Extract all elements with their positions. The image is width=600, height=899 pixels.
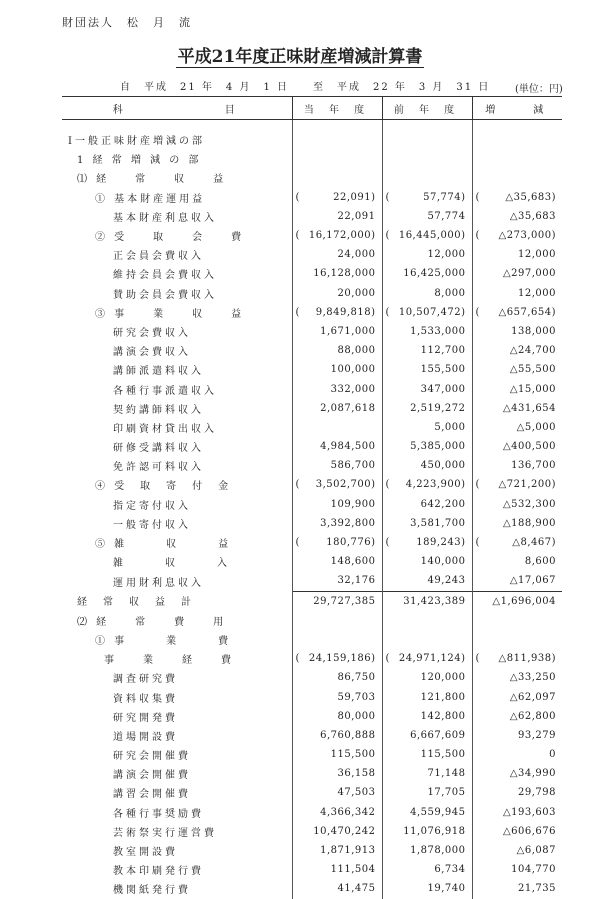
table-row xyxy=(62,226,562,245)
value-change: 136,700 xyxy=(472,456,562,475)
row-label: 1 経 常 増 減 の 部 xyxy=(77,155,202,167)
value-previous: 31,423,389 xyxy=(382,591,472,611)
value-previous xyxy=(382,303,472,322)
table-row xyxy=(62,514,562,533)
row-label: 印刷資材貸出収入 xyxy=(113,423,217,435)
row-label: ③ 事 業 収 益 xyxy=(95,308,245,320)
row-label: 講習会開催費 xyxy=(113,789,191,801)
value-previous xyxy=(382,630,472,649)
table-row xyxy=(62,822,562,841)
value-previous: 57,774 xyxy=(382,207,472,226)
row-label: 研究会費収入 xyxy=(113,327,191,339)
row-label: 機関紙発行費 xyxy=(113,885,191,897)
value-current: 41,475 xyxy=(292,879,382,898)
table-row xyxy=(62,188,562,207)
value-change: 29,798 xyxy=(472,783,562,802)
organization-name: 財団法人 松 月 流 xyxy=(62,16,192,29)
value-change: 12,000 xyxy=(472,284,562,303)
value-previous: 3,581,700 xyxy=(382,514,472,533)
value-current: 29,727,385 xyxy=(292,591,382,611)
table-row xyxy=(62,341,562,360)
value-previous: 115,500 xyxy=(382,745,472,764)
table-row xyxy=(62,591,562,611)
row-label: 芸術祭実行運営費 xyxy=(113,827,217,839)
value-current: 20,000 xyxy=(292,284,382,303)
value-current xyxy=(292,649,382,668)
open-paren: ( xyxy=(475,537,480,549)
value-current: 1,671,000 xyxy=(292,322,382,341)
value-change: △62,097 xyxy=(472,687,562,706)
value-previous xyxy=(382,533,472,552)
value-change: △532,300 xyxy=(472,495,562,514)
value-current xyxy=(292,630,382,649)
table-row xyxy=(62,322,562,341)
value-previous: 112,700 xyxy=(382,341,472,360)
row-label: ② 受 取 会 費 xyxy=(95,232,245,244)
value-previous xyxy=(382,168,472,187)
value-previous: 11,076,918 xyxy=(382,822,472,841)
value-previous: 49,243 xyxy=(382,571,472,591)
open-paren: ( xyxy=(385,537,390,549)
value-change xyxy=(472,188,562,207)
value-current: 3,392,800 xyxy=(292,514,382,533)
value-previous xyxy=(382,149,472,168)
amount-text: △8,467) xyxy=(512,537,556,549)
row-label: 維持会員会費収入 xyxy=(113,270,217,282)
value-previous xyxy=(382,130,472,149)
open-paren: ( xyxy=(385,479,390,491)
value-change xyxy=(472,533,562,552)
value-previous: 642,200 xyxy=(382,495,472,514)
open-paren: ( xyxy=(295,230,300,242)
value-previous xyxy=(382,475,472,494)
table-row xyxy=(62,726,562,745)
table-row xyxy=(62,495,562,514)
col-header-previous: 前 年 度 xyxy=(382,97,472,120)
value-current xyxy=(292,226,382,245)
amount-text: 57,774) xyxy=(423,191,466,203)
row-label: 経 常 収 益 計 xyxy=(77,597,194,609)
open-paren: ( xyxy=(475,653,480,665)
open-paren: ( xyxy=(385,306,390,318)
value-change xyxy=(472,149,562,168)
value-previous: 12,000 xyxy=(382,245,472,264)
table-row xyxy=(62,533,562,552)
value-change: △431,654 xyxy=(472,399,562,418)
value-current xyxy=(292,149,382,168)
value-previous xyxy=(382,611,472,630)
amount-text: 189,243) xyxy=(416,537,466,549)
row-label: 賛助会員会費収入 xyxy=(113,289,217,301)
value-change: △33,250 xyxy=(472,668,562,687)
row-label: 教室開設費 xyxy=(113,847,178,859)
table-row xyxy=(62,418,562,437)
table-row xyxy=(62,841,562,860)
value-previous xyxy=(382,226,472,245)
value-change: △1,696,004 xyxy=(472,591,562,611)
value-current: 109,900 xyxy=(292,495,382,514)
row-label: 指定寄付収入 xyxy=(113,500,191,512)
row-label: ① 事 業 費 xyxy=(95,635,232,647)
open-paren: ( xyxy=(475,306,480,318)
value-change xyxy=(472,130,562,149)
row-label: 講演会開催費 xyxy=(113,770,191,782)
value-previous: 4,559,945 xyxy=(382,803,472,822)
value-current: 47,503 xyxy=(292,783,382,802)
open-paren: ( xyxy=(475,230,480,242)
table-row xyxy=(62,284,562,303)
value-previous: 8,000 xyxy=(382,284,472,303)
table-row xyxy=(62,630,562,649)
value-previous: 450,000 xyxy=(382,456,472,475)
row-label: 基本財産利息収入 xyxy=(113,212,217,224)
value-current: 24,000 xyxy=(292,245,382,264)
row-label: 各種行事奨励費 xyxy=(113,808,204,820)
table-row xyxy=(62,437,562,456)
value-current: 4,366,342 xyxy=(292,803,382,822)
amount-text: △721,200) xyxy=(498,479,556,491)
open-paren: ( xyxy=(295,479,300,491)
amount-text: 22,091) xyxy=(333,191,376,203)
value-previous: 71,148 xyxy=(382,764,472,783)
value-current: 1,871,913 xyxy=(292,841,382,860)
table-row xyxy=(62,687,562,706)
open-paren: ( xyxy=(475,191,480,203)
row-label: 正会員会費収入 xyxy=(113,251,204,263)
value-current: 22,091 xyxy=(292,207,382,226)
value-previous: 16,425,000 xyxy=(382,264,472,283)
row-label: ⑤ 雑 収 益 xyxy=(95,539,232,551)
value-change: 0 xyxy=(472,745,562,764)
row-label: 運用財利息収入 xyxy=(113,577,204,589)
value-change: △55,500 xyxy=(472,360,562,379)
table-header-row xyxy=(62,97,562,120)
table-row xyxy=(62,803,562,822)
value-previous: 347,000 xyxy=(382,379,472,398)
value-previous xyxy=(382,649,472,668)
table-row xyxy=(62,475,562,494)
value-previous: 6,667,609 xyxy=(382,726,472,745)
value-change: △606,676 xyxy=(472,822,562,841)
value-current xyxy=(292,168,382,187)
table-row xyxy=(62,456,562,475)
row-label: 研修受講料収入 xyxy=(113,443,204,455)
table-row xyxy=(62,707,562,726)
amount-text: 16,172,000) xyxy=(308,230,376,242)
value-current: 148,600 xyxy=(292,552,382,571)
value-change: 21,735 xyxy=(472,879,562,898)
amount-text: 24,159,186) xyxy=(308,653,376,665)
row-label: 契約講師料収入 xyxy=(113,404,204,416)
value-previous: 1,533,000 xyxy=(382,322,472,341)
open-paren: ( xyxy=(475,479,480,491)
table-row xyxy=(62,571,562,591)
value-change: △297,000 xyxy=(472,264,562,283)
value-change: △24,700 xyxy=(472,341,562,360)
value-change: △6,087 xyxy=(472,841,562,860)
table-row xyxy=(62,668,562,687)
open-paren: ( xyxy=(385,230,390,242)
value-current: 586,700 xyxy=(292,456,382,475)
table-row xyxy=(62,860,562,879)
value-change: △62,800 xyxy=(472,707,562,726)
value-current: 16,128,000 xyxy=(292,264,382,283)
value-change xyxy=(472,226,562,245)
col-header-change: 増 減 xyxy=(472,97,562,120)
row-label: 資料収集費 xyxy=(113,693,178,705)
table-row xyxy=(62,303,562,322)
row-label: 免許認可料収入 xyxy=(113,462,204,474)
col-header-item: 科 目 xyxy=(62,97,292,120)
value-previous: 19,740 xyxy=(382,879,472,898)
row-label: 教本印刷発行費 xyxy=(113,866,204,878)
value-current xyxy=(292,611,382,630)
value-change: △17,067 xyxy=(472,571,562,591)
amount-text: △273,000) xyxy=(498,230,556,242)
table-row xyxy=(62,168,562,187)
value-change: △400,500 xyxy=(472,437,562,456)
row-label: ④ 受 取 寄 付 金 xyxy=(95,481,232,493)
value-change xyxy=(472,303,562,322)
row-label: 調査研究費 xyxy=(113,674,178,686)
table-row xyxy=(62,360,562,379)
table-row xyxy=(62,149,562,168)
value-current: 59,703 xyxy=(292,687,382,706)
value-current: 115,500 xyxy=(292,745,382,764)
value-previous: 155,500 xyxy=(382,360,472,379)
table-row xyxy=(62,207,562,226)
value-change xyxy=(472,611,562,630)
value-change: △35,683 xyxy=(472,207,562,226)
open-paren: ( xyxy=(295,306,300,318)
value-previous: 5,385,000 xyxy=(382,437,472,456)
value-current: 36,158 xyxy=(292,764,382,783)
value-change: 104,770 xyxy=(472,860,562,879)
value-current: 4,984,500 xyxy=(292,437,382,456)
amount-text: 180,776) xyxy=(326,537,376,549)
period-range: 自 平成 21 年 4 月 1 日 至 平成 22 年 3 月 31 日 xyxy=(120,82,491,93)
table-row xyxy=(62,399,562,418)
row-label: ⑴ 経 常 収 益 xyxy=(77,174,227,186)
amount-text: 16,445,000) xyxy=(398,230,466,242)
open-paren: ( xyxy=(295,537,300,549)
table-row xyxy=(62,130,562,149)
amount-text: 10,507,472) xyxy=(398,306,466,318)
table-row xyxy=(62,783,562,802)
value-current: 6,760,888 xyxy=(292,726,382,745)
value-current xyxy=(292,475,382,494)
row-label: 道場開設費 xyxy=(113,731,178,743)
value-current: 111,504 xyxy=(292,860,382,879)
value-current xyxy=(292,130,382,149)
open-paren: ( xyxy=(385,653,390,665)
value-current: 2,087,618 xyxy=(292,399,382,418)
row-label: ① 基本財産運用益 xyxy=(95,193,206,205)
value-change: △34,990 xyxy=(472,764,562,783)
row-label: 一般寄付収入 xyxy=(113,519,191,531)
table-row xyxy=(62,264,562,283)
open-paren: ( xyxy=(295,653,300,665)
amount-text: 9,849,818) xyxy=(315,306,376,318)
value-previous: 121,800 xyxy=(382,687,472,706)
value-current xyxy=(292,303,382,322)
table-row xyxy=(62,552,562,571)
value-current xyxy=(292,418,382,437)
value-current: 80,000 xyxy=(292,707,382,726)
table-row xyxy=(62,611,562,630)
value-previous: 142,800 xyxy=(382,707,472,726)
value-current xyxy=(292,533,382,552)
value-change: 138,000 xyxy=(472,322,562,341)
value-change: △5,000 xyxy=(472,418,562,437)
open-paren: ( xyxy=(385,191,390,203)
page-title xyxy=(0,42,600,67)
value-change: 93,279 xyxy=(472,726,562,745)
value-previous: 1,878,000 xyxy=(382,841,472,860)
amount-text: △35,683) xyxy=(505,191,556,203)
value-previous: 5,000 xyxy=(382,418,472,437)
amount-text: 24,971,124) xyxy=(398,653,466,665)
value-current: 10,470,242 xyxy=(292,822,382,841)
amount-text: △811,938) xyxy=(498,653,556,665)
value-change: △193,603 xyxy=(472,803,562,822)
value-change xyxy=(472,475,562,494)
value-previous: 120,000 xyxy=(382,668,472,687)
value-current: 100,000 xyxy=(292,360,382,379)
value-change xyxy=(472,168,562,187)
row-label: ⑵ 経 常 費 用 xyxy=(77,616,227,628)
value-change: △15,000 xyxy=(472,379,562,398)
table-row xyxy=(62,379,562,398)
row-label: 講演会費収入 xyxy=(113,347,191,359)
row-label: Ⅰ一般正味財産増減の部 xyxy=(68,136,205,148)
row-label: 研究会開催費 xyxy=(113,751,191,763)
value-change: △188,900 xyxy=(472,514,562,533)
value-current: 32,176 xyxy=(292,571,382,591)
value-current xyxy=(292,188,382,207)
row-label: 事 業 経 費 xyxy=(104,655,234,667)
value-previous: 17,705 xyxy=(382,783,472,802)
table-body xyxy=(62,120,562,899)
amount-text: △657,654) xyxy=(498,306,556,318)
value-current: 86,750 xyxy=(292,668,382,687)
row-label: 講師派遣料収入 xyxy=(113,366,204,378)
row-label: 各種行事派遣収入 xyxy=(113,385,217,397)
open-paren: ( xyxy=(295,191,300,203)
amount-text: 3,502,700) xyxy=(315,479,376,491)
col-header-current: 当 年 度 xyxy=(292,97,382,120)
table-row xyxy=(62,745,562,764)
value-change xyxy=(472,649,562,668)
title-text: 平成21年度正味財産増減計算書 xyxy=(177,47,423,67)
value-current: 88,000 xyxy=(292,341,382,360)
statement-table xyxy=(62,96,562,899)
row-label: 雑 収 入 xyxy=(113,558,230,570)
value-previous xyxy=(382,188,472,207)
row-label: 研究開発費 xyxy=(113,712,178,724)
table-spacer-row xyxy=(62,120,562,131)
value-change: 8,600 xyxy=(472,552,562,571)
value-change xyxy=(472,630,562,649)
value-current: 332,000 xyxy=(292,379,382,398)
value-change: 12,000 xyxy=(472,245,562,264)
value-previous: 2,519,272 xyxy=(382,399,472,418)
value-previous: 140,000 xyxy=(382,552,472,571)
table-row xyxy=(62,764,562,783)
amount-text: 4,223,900) xyxy=(405,479,466,491)
value-previous: 6,734 xyxy=(382,860,472,879)
table-row xyxy=(62,245,562,264)
unit-label: (単位：円) xyxy=(515,84,563,95)
table-row xyxy=(62,649,562,668)
table-row xyxy=(62,879,562,898)
